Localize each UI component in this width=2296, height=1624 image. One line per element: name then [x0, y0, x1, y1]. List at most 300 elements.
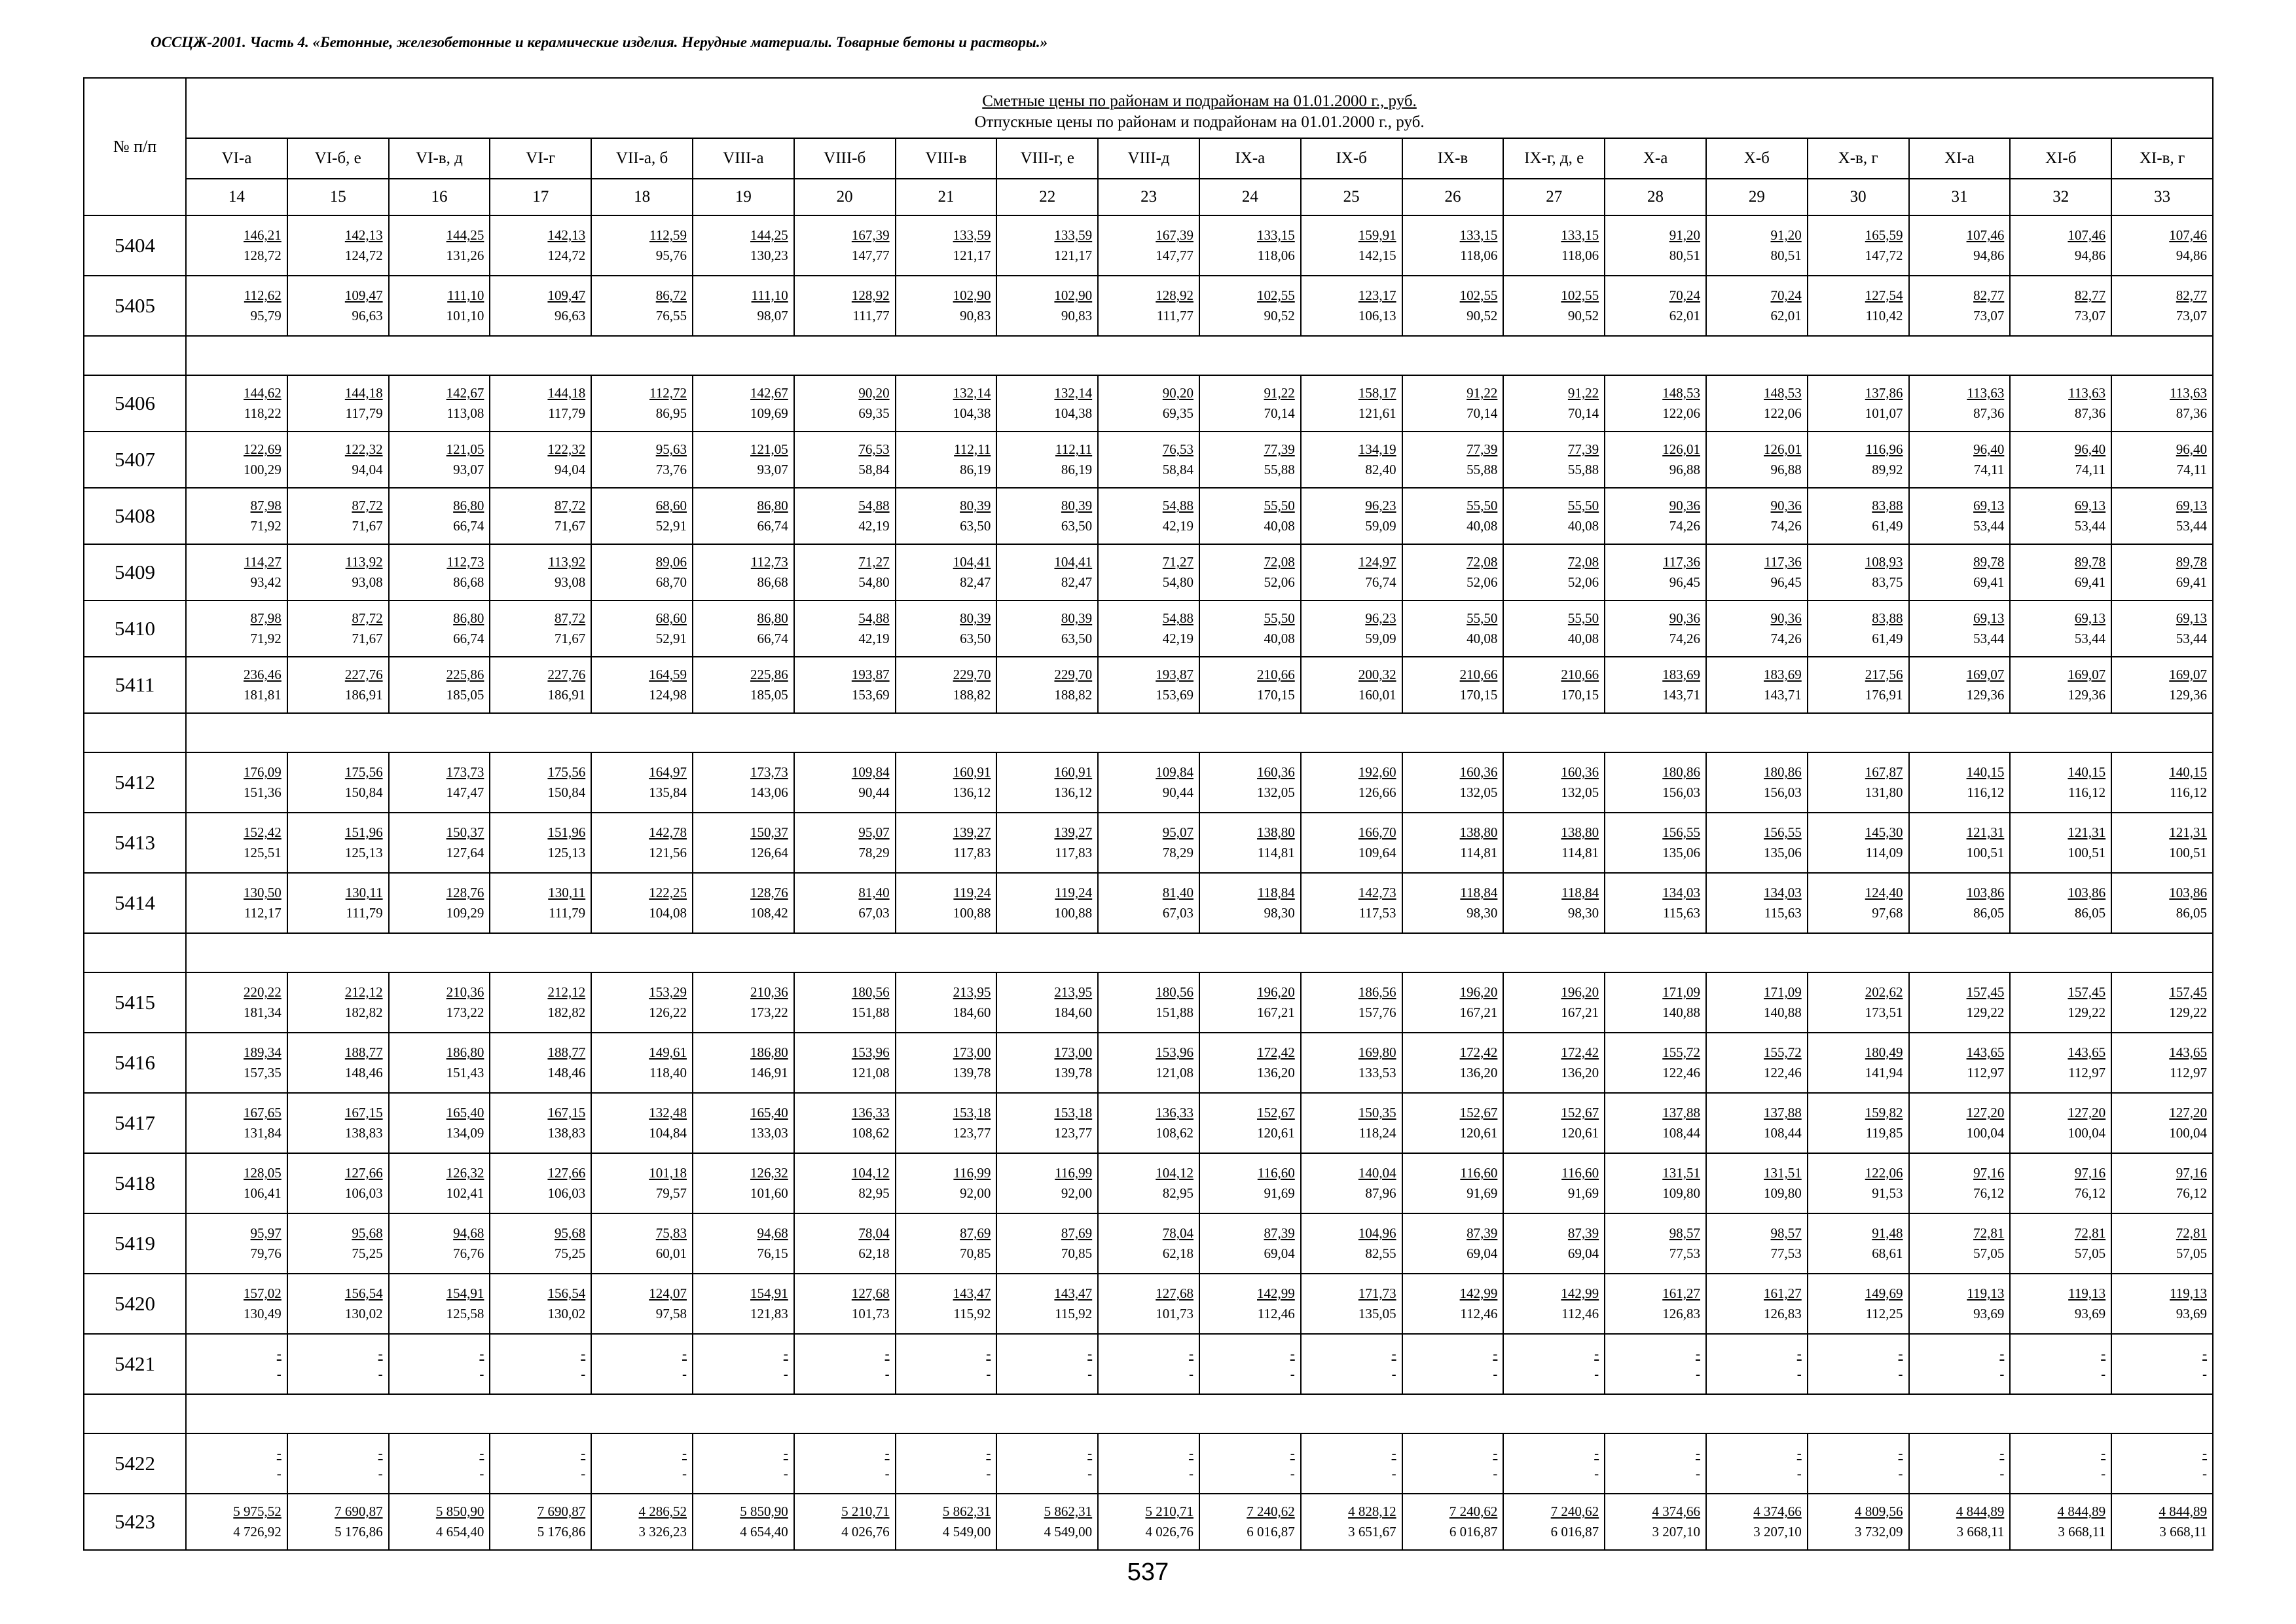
estimated-price: 4 374,66 [1753, 1504, 1802, 1519]
release-price: 6 016,87 [1550, 1524, 1599, 1540]
estimated-price: 167,15 [547, 1105, 586, 1120]
release-price: 82,47 [960, 574, 991, 590]
table-row [84, 375, 2213, 432]
price-cell [1199, 276, 1301, 336]
release-price: 52,06 [1264, 574, 1295, 590]
estimated-price: 87,69 [1061, 1225, 1093, 1241]
table-row [84, 1213, 2213, 1274]
price-cell [1706, 544, 1808, 600]
release-price: 141,94 [1865, 1065, 1903, 1080]
region-header: VII-а, б [591, 138, 693, 179]
release-price: 86,05 [2074, 905, 2106, 921]
estimated-price: 167,65 [244, 1105, 282, 1120]
price-cell [287, 276, 389, 336]
price-cell [1402, 1213, 1504, 1274]
price-cell [693, 544, 794, 600]
release-price: 53,44 [2176, 518, 2208, 534]
estimated-price: 81,40 [1162, 885, 1194, 900]
release-price: 3 668,11 [1956, 1524, 2005, 1540]
estimated-price: 121,31 [1966, 824, 2005, 840]
estimated-price: 121,05 [446, 441, 484, 457]
release-price: 3 326,23 [638, 1524, 687, 1540]
price-cell [1706, 972, 1808, 1033]
estimated-price: 98,57 [1669, 1225, 1700, 1241]
estimated-price: 183,69 [1764, 667, 1802, 682]
estimated-price: 119,13 [2170, 1285, 2208, 1301]
release-price: - [783, 1366, 788, 1382]
release-price: 160,01 [1358, 687, 1396, 703]
price-cell [1706, 375, 1808, 432]
estimated-price: 122,69 [244, 441, 282, 457]
price-cell [794, 488, 896, 544]
table-row [84, 752, 2213, 813]
release-price: 147,72 [1865, 248, 1903, 263]
price-cell [1605, 657, 1706, 713]
release-price: - [1898, 1366, 1903, 1382]
estimated-price: 128,92 [851, 287, 890, 303]
table-row [84, 1153, 2213, 1213]
separator-cell [186, 336, 2213, 375]
price-cell [1503, 488, 1605, 544]
release-price: 93,69 [2176, 1306, 2208, 1321]
estimated-price: 68,60 [655, 498, 687, 513]
estimated-price: 104,96 [1358, 1225, 1396, 1241]
estimated-price: 151,96 [344, 824, 383, 840]
price-cell [591, 375, 693, 432]
estimated-price: 5 862,31 [942, 1504, 991, 1519]
price-cell [287, 215, 389, 276]
release-price: 40,08 [1264, 518, 1295, 534]
table-title [186, 78, 2213, 138]
table-row [84, 488, 2213, 544]
column-index: 33 [2111, 179, 2213, 215]
price-cell [1402, 600, 1504, 657]
price-cell [2111, 1093, 2213, 1153]
price-cell [896, 1433, 997, 1494]
release-price: 74,11 [2176, 462, 2208, 477]
price-cell [389, 1213, 490, 1274]
price-cell [794, 657, 896, 713]
release-price: 61,49 [1872, 518, 1903, 534]
release-price: 157,35 [244, 1065, 282, 1080]
release-price: 91,69 [1567, 1185, 1599, 1201]
estimated-price: 140,15 [1966, 764, 2005, 780]
estimated-price: 76,53 [1162, 441, 1194, 457]
price-cell [1503, 972, 1605, 1033]
estimated-price: 164,59 [649, 667, 687, 682]
release-price: 63,50 [960, 631, 991, 646]
release-price: 126,64 [750, 845, 788, 860]
estimated-price: 196,20 [1561, 984, 1599, 1000]
price-cell [1402, 972, 1504, 1033]
release-price: 170,15 [1257, 687, 1295, 703]
column-index: 22 [996, 179, 1098, 215]
price-cell [1706, 1033, 1808, 1093]
estimated-price: 101,18 [649, 1165, 687, 1181]
release-price: 63,50 [960, 518, 991, 534]
region-header: IX-г, д, е [1503, 138, 1605, 179]
estimated-price: 148,53 [1764, 385, 1802, 401]
price-cell [1301, 544, 1402, 600]
release-price: 182,82 [547, 1005, 586, 1020]
estimated-price: 104,41 [1054, 554, 1093, 570]
price-cell [2111, 657, 2213, 713]
estimated-price: 95,68 [352, 1225, 383, 1241]
estimated-price: 155,72 [1764, 1044, 1802, 1060]
estimated-price: - [1999, 1346, 2005, 1361]
price-cell [896, 1213, 997, 1274]
price-cell [591, 1334, 693, 1394]
price-cell [693, 657, 794, 713]
price-cell [1808, 432, 1909, 488]
estimated-price: 90,20 [858, 385, 890, 401]
price-cell [896, 1153, 997, 1213]
release-price: 54,80 [858, 574, 890, 590]
estimated-price: 87,72 [352, 610, 383, 626]
estimated-price: 91,48 [1872, 1225, 1903, 1241]
estimated-price: 104,12 [851, 1165, 890, 1181]
price-cell [1605, 1274, 1706, 1334]
price-cell [794, 873, 896, 933]
estimated-price: 116,96 [1865, 441, 1903, 457]
price-cell [287, 1213, 389, 1274]
price-cell [1706, 657, 1808, 713]
estimated-price: - [378, 1346, 383, 1361]
price-cell [1503, 1033, 1605, 1093]
price-cell [996, 1153, 1098, 1213]
release-price: 121,83 [750, 1306, 788, 1321]
release-price: 112,46 [1561, 1306, 1599, 1321]
price-cell [1503, 657, 1605, 713]
estimated-price: 96,40 [1973, 441, 2005, 457]
release-price: 91,53 [1872, 1185, 1903, 1201]
estimated-price: - [1898, 1445, 1903, 1461]
column-index: 28 [1605, 179, 1706, 215]
estimated-price: 159,82 [1865, 1105, 1903, 1120]
release-price: 62,01 [1770, 308, 1802, 323]
estimated-price: 109,47 [344, 287, 383, 303]
estimated-price: 96,23 [1365, 610, 1396, 626]
release-price: 101,07 [1865, 405, 1903, 421]
release-price: - [1695, 1466, 1700, 1481]
release-prices-title: Отпускные цены по районам и подрайонам на 01.01.2000 г., руб. [974, 113, 1425, 131]
region-header: X-а [1605, 138, 1706, 179]
price-cell [2111, 972, 2213, 1033]
release-price: 42,19 [858, 518, 890, 534]
estimated-price: 96,40 [2074, 441, 2106, 457]
price-cell [693, 488, 794, 544]
price-cell [1503, 375, 1605, 432]
row-number: 5409 [84, 544, 186, 600]
estimated-price: 94,68 [453, 1225, 484, 1241]
price-cell [490, 1334, 591, 1394]
price-cell [1301, 1274, 1402, 1334]
price-cell [693, 1494, 794, 1550]
release-price: 109,80 [1764, 1185, 1802, 1201]
release-price: 126,83 [1662, 1306, 1700, 1321]
price-cell [2111, 215, 2213, 276]
release-price: 63,50 [1061, 631, 1093, 646]
estimated-price: - [1493, 1445, 1498, 1461]
estimated-price: 69,13 [2176, 610, 2208, 626]
release-price: - [1493, 1466, 1498, 1481]
price-cell [1503, 215, 1605, 276]
price-cell [2111, 375, 2213, 432]
estimated-price: 156,54 [344, 1285, 383, 1301]
estimated-price: 123,17 [1358, 287, 1396, 303]
estimated-price: 153,18 [953, 1105, 991, 1120]
price-cell [896, 544, 997, 600]
price-cell [1605, 488, 1706, 544]
price-cell [1808, 1213, 1909, 1274]
row-number: 5406 [84, 375, 186, 432]
price-cell [186, 752, 287, 813]
estimated-price: 107,46 [1966, 227, 2005, 243]
price-cell [490, 375, 591, 432]
price-cell [1301, 1033, 1402, 1093]
price-cell [1098, 1093, 1199, 1153]
release-price: 135,84 [649, 784, 687, 800]
price-cell [1808, 752, 1909, 813]
estimated-price: 133,15 [1257, 227, 1295, 243]
release-price: 132,05 [1257, 784, 1295, 800]
release-price: 135,06 [1662, 845, 1700, 860]
price-cell [591, 1153, 693, 1213]
estimated-price: 95,68 [554, 1225, 586, 1241]
release-price: 3 668,11 [2159, 1524, 2208, 1540]
price-cell [1909, 813, 2011, 873]
estimated-price: 210,66 [1257, 667, 1295, 682]
estimated-price: 186,80 [750, 1044, 788, 1060]
release-price: 73,07 [2074, 308, 2106, 323]
release-price: 58,84 [858, 462, 890, 477]
estimated-price: 152,42 [244, 824, 282, 840]
estimated-price: 109,84 [1156, 764, 1194, 780]
release-price: - [276, 1466, 282, 1481]
estimated-price: 87,98 [250, 498, 282, 513]
estimated-price: 161,27 [1764, 1285, 1802, 1301]
price-cell [1402, 873, 1504, 933]
price-cell [2010, 1494, 2111, 1550]
release-price: 114,81 [1460, 845, 1498, 860]
release-price: 42,19 [1162, 518, 1194, 534]
price-cell [1199, 215, 1301, 276]
estimated-price: 89,78 [1973, 554, 2005, 570]
estimated-price: 121,31 [2068, 824, 2106, 840]
price-cell [490, 544, 591, 600]
release-price: 90,83 [960, 308, 991, 323]
release-price: 90,44 [1162, 784, 1194, 800]
estimated-price: 130,11 [345, 885, 383, 900]
estimated-price: - [1796, 1445, 1802, 1461]
price-cell [1301, 1213, 1402, 1274]
release-price: 188,82 [953, 687, 991, 703]
estimated-price: - [783, 1346, 788, 1361]
price-cell [389, 600, 490, 657]
estimated-price: 134,19 [1358, 441, 1396, 457]
price-cell [2010, 276, 2111, 336]
price-cell [1808, 600, 1909, 657]
price-cell [2111, 1433, 2213, 1494]
release-price: 76,76 [453, 1246, 484, 1261]
price-cell [2010, 813, 2111, 873]
price-cell [591, 657, 693, 713]
release-price: 114,81 [1561, 845, 1599, 860]
price-cell [1199, 1494, 1301, 1550]
price-cell [2010, 1213, 2111, 1274]
release-price: 73,07 [1973, 308, 2005, 323]
row-number: 5421 [84, 1334, 186, 1394]
price-cell [2111, 544, 2213, 600]
release-price: 70,85 [1061, 1246, 1093, 1261]
release-price: 42,19 [1162, 631, 1194, 646]
table-row [84, 1494, 2213, 1550]
estimated-price: 151,96 [547, 824, 586, 840]
release-price: 60,01 [655, 1246, 687, 1261]
price-cell [1605, 600, 1706, 657]
estimated-price: 118,84 [1460, 885, 1498, 900]
release-price: 108,62 [1156, 1125, 1194, 1141]
estimated-price: 145,30 [1865, 824, 1903, 840]
estimated-price: 143,65 [1966, 1044, 2005, 1060]
region-header: XI-в, г [2111, 138, 2213, 179]
estimated-price: 126,01 [1764, 441, 1802, 457]
estimated-price: 171,09 [1662, 984, 1700, 1000]
price-cell [389, 488, 490, 544]
estimated-price: 68,60 [655, 610, 687, 626]
estimated-price: 72,08 [1467, 554, 1498, 570]
release-price: 104,84 [649, 1125, 687, 1141]
estimated-price: 176,09 [244, 764, 282, 780]
release-price: 69,35 [1162, 405, 1194, 421]
row-number: 5412 [84, 752, 186, 813]
release-price: 167,21 [1257, 1005, 1295, 1020]
estimated-price: 95,07 [1162, 824, 1194, 840]
price-cell [1808, 375, 1909, 432]
release-price: 86,68 [757, 574, 788, 590]
price-cell [2010, 752, 2111, 813]
estimated-price: 229,70 [953, 667, 991, 682]
price-cell [1402, 1433, 1504, 1494]
estimated-price: 87,39 [1264, 1225, 1295, 1241]
release-price: 115,63 [1662, 905, 1700, 921]
price-cell [896, 1494, 997, 1550]
price-cell [1706, 276, 1808, 336]
release-price: 96,88 [1669, 462, 1700, 477]
estimated-price: 87,72 [554, 498, 586, 513]
estimated-price: 127,20 [2068, 1105, 2106, 1120]
price-cell [186, 375, 287, 432]
estimated-price: - [682, 1346, 687, 1361]
estimated-price: 122,06 [1865, 1165, 1903, 1181]
estimated-price: 89,78 [2074, 554, 2106, 570]
section-separator-row [84, 933, 2213, 972]
release-price: 93,69 [1973, 1306, 2005, 1321]
estimated-price: 108,93 [1865, 554, 1903, 570]
price-cell [389, 873, 490, 933]
estimated-price: 180,86 [1662, 764, 1700, 780]
region-header: VIII-б [794, 138, 896, 179]
estimated-price: 160,36 [1459, 764, 1498, 780]
price-cell [287, 1494, 389, 1550]
estimated-price: 5 975,52 [233, 1504, 282, 1519]
release-price: 146,91 [750, 1065, 788, 1080]
estimated-price: 119,24 [953, 885, 991, 900]
estimated-price: 109,47 [547, 287, 586, 303]
price-cell [896, 972, 997, 1033]
estimated-price: - [1391, 1445, 1396, 1461]
estimated-price: 157,45 [2068, 984, 2106, 1000]
release-price: - [1087, 1366, 1093, 1382]
price-cell [1605, 1433, 1706, 1494]
release-price: 151,88 [851, 1005, 890, 1020]
release-price: 62,18 [858, 1246, 890, 1261]
estimated-price: 119,13 [2068, 1285, 2106, 1301]
table-row [84, 873, 2213, 933]
estimated-price: 169,07 [2068, 667, 2106, 682]
release-price: 66,74 [757, 518, 788, 534]
estimated-price: 188,77 [547, 1044, 586, 1060]
price-cell [794, 752, 896, 813]
table-row [84, 813, 2213, 873]
price-cell [389, 276, 490, 336]
price-cell [1605, 432, 1706, 488]
release-price: 129,36 [2068, 687, 2106, 703]
release-price: 112,97 [1967, 1065, 2005, 1080]
release-price: 57,05 [2074, 1246, 2106, 1261]
estimated-price: - [1594, 1346, 1599, 1361]
price-cell [1301, 1334, 1402, 1394]
price-cell [996, 215, 1098, 276]
estimated-price: 212,12 [547, 984, 586, 1000]
release-price: 69,35 [858, 405, 890, 421]
estimated-price: 143,65 [2169, 1044, 2208, 1060]
price-cell [1706, 1093, 1808, 1153]
release-price: 62,01 [1669, 308, 1700, 323]
release-price: 181,34 [244, 1005, 282, 1020]
price-cell [1706, 1334, 1808, 1394]
price-cell [996, 276, 1098, 336]
price-cell [1301, 488, 1402, 544]
price-cell [896, 600, 997, 657]
price-cell [896, 813, 997, 873]
price-cell [1808, 1334, 1909, 1394]
price-cell [693, 215, 794, 276]
table-row [84, 1274, 2213, 1334]
estimated-price: 102,90 [1054, 287, 1093, 303]
price-cell [2010, 488, 2111, 544]
release-price: 136,20 [1257, 1065, 1295, 1080]
price-cell [1808, 972, 1909, 1033]
estimated-price: 4 286,52 [638, 1504, 687, 1519]
release-price: 142,15 [1358, 248, 1396, 263]
column-index: 20 [794, 179, 896, 215]
estimated-price: 107,46 [2068, 227, 2106, 243]
estimated-price: 169,80 [1358, 1044, 1396, 1060]
price-cell [591, 600, 693, 657]
estimated-price: 133,59 [1054, 227, 1093, 243]
price-cell [996, 432, 1098, 488]
release-price: 59,09 [1365, 518, 1396, 534]
price-cell [591, 276, 693, 336]
release-price: 120,61 [1257, 1125, 1295, 1141]
release-price: 143,06 [750, 784, 788, 800]
section-separator-row [84, 336, 2213, 375]
price-cell [1199, 432, 1301, 488]
region-header: VI-б, е [287, 138, 389, 179]
estimated-price: 78,04 [858, 1225, 890, 1241]
price-cell [186, 813, 287, 873]
